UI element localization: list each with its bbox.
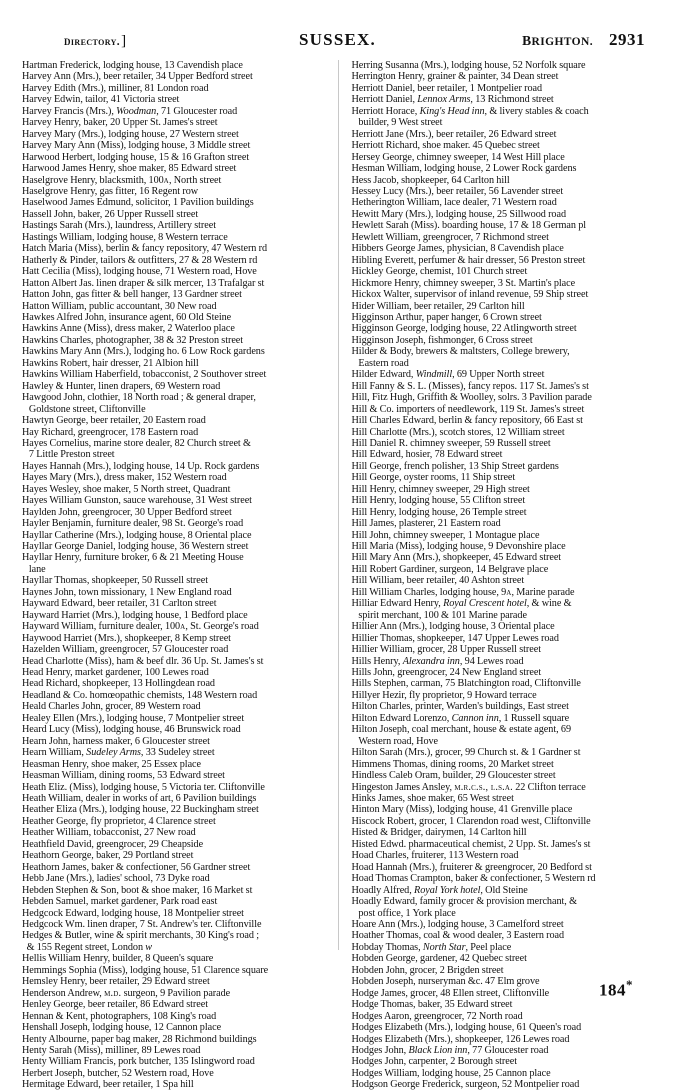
directory-entry: Herbert Joseph, butcher, 52 Western road, Hove: [22, 1067, 214, 1079]
directory-entry: Hoare Ann (Mrs.), lodging house, 3 Camelford street: [351, 918, 564, 930]
directory-entry: Hastings William, lodging house, 8 Western terrace: [22, 231, 228, 243]
directory-entry: Hobden John, grocer, 2 Brigden street: [351, 964, 504, 976]
directory-entry: Hodge Thomas, baker, 35 Edward street: [351, 999, 513, 1011]
directory-entry: Hewitt Mary (Mrs.), lodging house, 25 Sillwood road: [351, 208, 566, 220]
directory-entry: Hayler Benjamin, furniture dealer, 98 St. George's road: [22, 518, 244, 530]
directory-entry: Heasman Henry, shoe maker, 25 Essex place: [22, 758, 201, 770]
directory-entry: Herriott Horace, King's Head inn, & livery stables & coach builder, 9 West street: [351, 105, 589, 129]
directory-entry: Hider William, beer retailer, 29 Carlton hill: [351, 300, 525, 312]
directory-entry: Hilton Sarah (Mrs.), grocer, 99 Church st. & 1 Gardner st: [351, 747, 581, 759]
directory-entry: Hayllar Henry, furniture broker, 6 & 21 Meeting House lane: [22, 552, 244, 575]
directory-entry: Herriott Richard, shoe maker. 45 Quebec street: [351, 140, 540, 152]
directory-entry: Hawtyn George, beer retailer, 20 Eastern road: [22, 415, 206, 427]
directory-entry: Hayes William Gunston, sauce warehouse, 31 West street: [22, 495, 252, 507]
directory-entry: Hodges John, carpenter, 2 Borough street: [351, 1056, 517, 1068]
directory-entry: Heather George, fly proprietor, 4 Clarence street: [22, 815, 216, 827]
directory-entry: Hickmore Henry, chimney sweeper, 3 St. Martin's place: [351, 277, 576, 289]
directory-entry: Hodgson George Frederick, surgeon, 52 Montpelier road: [351, 1079, 580, 1091]
directory-entry: Hickley George, chemist, 101 Church street: [351, 266, 528, 278]
directory-entry: Harwood Herbert, lodging house, 15 & 16 Grafton street: [22, 151, 250, 163]
directory-entry: Henshall Joseph, lodging house, 12 Cannon place: [22, 1022, 222, 1034]
sheet-signature-number: 184: [599, 981, 626, 1000]
directory-entry: Heathorn George, baker, 29 Portland street: [22, 850, 194, 862]
directory-entry: Hatton Albert Jas. linen draper & silk mercer, 13 Trafalgar st: [22, 277, 265, 289]
directory-entry: Hill George, oyster rooms, 11 Ship street: [351, 472, 516, 484]
directory-entry: Hawgood John, clothier, 18 North road ; & general draper, Goldstone street, Cliftonville: [22, 392, 256, 415]
directory-entry: Hassell John, baker, 26 Upper Russell street: [22, 208, 199, 220]
directory-entry: Hilton Charles, printer, Warden's buildings, East street: [351, 701, 569, 713]
directory-entry: Henty William Francis, pork butcher, 135 Islingword road: [22, 1056, 255, 1068]
directory-entry: Hinks James, shoe maker, 65 West street: [351, 793, 514, 804]
directory-entry: Hobden George, gardener, 42 Quebec street: [351, 953, 527, 965]
directory-entry: Hebb Jane (Mrs.), ladies' school, 73 Dyke road: [22, 873, 210, 885]
column-left: [22, 60, 338, 1091]
directory-entry: Hill Fanny & S. L. (Misses), fancy repos. 117 St. James's st: [351, 380, 589, 392]
directory-entry: Healey Ellen (Mrs.), lodging house, 7 Montpelier street: [22, 712, 245, 724]
directory-entry: Harvey Edith (Mrs.), milliner, 81 London road: [22, 82, 209, 94]
directory-entry: Hartman Frederick, lodging house, 13 Cavendish place: [22, 60, 243, 71]
directory-entry: Hawkins Anne (Miss), dress maker, 2 Waterloo place: [22, 323, 235, 335]
directory-entry: Hillyer Hezir, fly proprietor, 9 Howard terrace: [351, 689, 537, 701]
directory-entry: Hill Edward, hosier, 78 Edward street: [351, 449, 503, 461]
directory-entry: Hillier Ann (Mrs.), lodging house, 3 Oriental place: [351, 621, 555, 633]
directory-entry: Hawkes Alfred John, insurance agent, 60 Old Steine: [22, 311, 232, 323]
directory-entry: Harvey Ann (Mrs.), beer retailer, 34 Upper Bedford street: [22, 71, 253, 83]
directory-entry: Hoad Charles, fruiterer, 113 Western road: [351, 850, 519, 862]
directory-entry: Hoadly Alfred, Royal York hotel, Old Steine: [351, 884, 528, 896]
directory-entry: Heard Lucy (Miss), lodging house, 46 Brunswick road: [22, 724, 241, 736]
directory-entry: Hatton John, gas fitter & bell hanger, 13 Gardner street: [22, 289, 242, 301]
directory-entry: Hatton William, public accountant, 30 New road: [22, 300, 217, 312]
sheet-signature-mark: *: [626, 977, 633, 993]
directory-entry: Hillier Thomas, shopkeeper, 147 Upper Lewes road: [351, 632, 559, 644]
directory-entry: Heasman William, dining rooms, 53 Edward street: [22, 770, 225, 782]
directory-entry: Hill Maria (Miss), lodging house, 9 Devonshire place: [351, 541, 566, 553]
running-head-left: directory.]: [64, 33, 127, 49]
directory-entry: Hill & Co. importers of needlework, 119 St. James's street: [351, 403, 585, 415]
directory-entry: Hedges & Butler, wine & spirit merchants, 30 King's road ; & 155 Regent street, London w: [22, 930, 260, 953]
directory-entry: Hobden Joseph, nurseryman &c. 47 Elm grove: [351, 976, 540, 988]
directory-entry: Hearn William, Sudeley Arms, 33 Sudeley street: [22, 747, 215, 759]
directory-entry: Hingeston James Ansley, m.r.c.s., l.s.a. 22 Clifton terrace: [351, 781, 586, 793]
directory-entry: Hayes Hannah (Mrs.), lodging house, 14 Up. Rock gardens: [22, 460, 260, 472]
directory-entry: Hay Richard, greengrocer, 178 Eastern road: [22, 426, 199, 438]
directory-entry: Hoad Thomas Crampton, baker & confectioner, 5 Western rd: [351, 873, 596, 885]
directory-entry: Hillier William, grocer, 28 Upper Russell street: [351, 644, 541, 656]
directory-entry: Haywood Harriet (Mrs.), shopkeeper, 8 Kemp street: [22, 632, 231, 644]
directory-entry: Higginson Arthur, paper hanger, 6 Crown street: [351, 311, 542, 323]
directory-entry: Hoad Hannah (Mrs.), fruiterer & greengrocer, 20 Bedford st: [351, 861, 592, 873]
directory-entry: Hetherington William, lace dealer, 71 Western road: [351, 197, 557, 209]
directory-entry: Hedgcock Edward, lodging house, 18 Montpelier street: [22, 907, 244, 919]
directory-entry: Haylden John, greengrocer, 30 Upper Bedford street: [22, 506, 232, 518]
directory-entry: Hilder & Body, brewers & maltsters, College brewery, Eastern road: [351, 346, 570, 369]
directory-entry: Hilliar Edward Henry, Royal Crescent hotel, & wine & spirit merchant, 100 & 101 Marine parade: [351, 598, 572, 621]
directory-entry: Hill Henry, chimney sweeper, 29 High street: [351, 483, 530, 495]
directory-entry: Hessey Lucy (Mrs.), beer retailer, 56 Lavender street: [351, 185, 564, 197]
directory-entry: Histed Edwd. pharmaceutical chemist, 2 Upp. St. James's st: [351, 838, 591, 850]
directory-entry: Hindless Caleb Oram, builder, 29 Gloucester street: [351, 770, 556, 782]
directory-entry: Head Richard, shopkeeper, 13 Hollingdean road: [22, 678, 215, 690]
directory-entry: Hilder Edward, Windmill, 69 Upper North street: [351, 369, 545, 381]
directory-entry: Hill, Fitz Hugh, Griffith & Woolley, solrs. 3 Pavilion parade: [351, 392, 592, 404]
directory-entry: Hennan & Kent, photographers, 108 King's road: [22, 1010, 217, 1022]
directory-entry: Henty Sarah (Miss), milliner, 89 Lewes road: [22, 1044, 201, 1056]
directory-entry: Hiscock Robert, grocer, 1 Clarendon road west, Cliftonville: [351, 815, 591, 827]
directory-entry: Haselgrove Henry, gas fitter, 16 Regent row: [22, 185, 199, 197]
directory-entry: Herriott Daniel, Lennox Arms, 13 Richmond street: [351, 94, 554, 106]
directory-entry: Haselgrove Henry, blacksmith, 100a, North street: [22, 174, 222, 186]
directory-entry: Hewlett Sarah (Miss). boarding house, 17 & 18 German pl: [351, 220, 587, 232]
directory-entry: Histed & Bridger, dairymen, 14 Carlton hill: [351, 827, 527, 839]
directory-entry: Hodges William, lodging house, 25 Cannon place: [351, 1067, 551, 1079]
directory-entry: Hatherly & Pinder, tailors & outfitters, 27 & 28 Western rd: [22, 254, 258, 266]
directory-entry: Heather William, tobacconist, 27 New road: [22, 827, 196, 839]
directory-entry: Hatt Cecilia (Miss), lodging house, 71 Western road, Hove: [22, 266, 257, 278]
directory-entry: Harvey Henry, baker, 20 Upper St. James's street: [22, 117, 218, 129]
directory-entry: Hill Charlotte (Mrs.), scotch stores, 12 William street: [351, 426, 565, 438]
directory-entry: Hebden Stephen & Son, boot & shoe maker, 16 Market st: [22, 884, 253, 896]
directory-entry: Harwood James Henry, shoe maker, 85 Edward street: [22, 163, 237, 175]
directory-entry: Hill Robert Gardiner, surgeon, 14 Belgrave place: [351, 563, 549, 575]
directory-entry: Henley George, beer retailer, 86 Edward street: [22, 999, 208, 1011]
directory-entry: Higginson Joseph, fishmonger, 6 Cross street: [351, 334, 533, 346]
directory-entry: Hayllar Catherine (Mrs.), lodging house, 8 Oriental place: [22, 529, 252, 541]
directory-entry: Hills Stephen, carman, 75 Blatchington road, Cliftonville: [351, 678, 581, 690]
running-head-place: BRIGHTON.: [522, 33, 593, 48]
directory-entry: Hearn John, harness maker, 6 Gloucester street: [22, 735, 210, 747]
directory-entry: Hayes Wesley, shoe maker, 5 North street, Quadrant: [22, 483, 231, 495]
directory-entry: Hayllar Thomas, shopkeeper, 50 Russell street: [22, 575, 208, 587]
directory-entry: Hill George, french polisher, 13 Ship Street gardens: [351, 460, 559, 472]
sheet-signature: [599, 977, 633, 1001]
directory-entry: Heath Eliz. (Miss), lodging house, 5 Victoria ter. Cliftonville: [22, 781, 265, 793]
directory-entry: Henty Albourne, paper bag maker, 28 Richmond buildings: [22, 1033, 257, 1045]
directory-entry: Hayward Edward, beer retailer, 31 Carlton street: [22, 598, 217, 610]
directory-entry: Hilton Joseph, coal merchant, house & estate agent, 69 Western road, Hove: [351, 724, 571, 747]
directory-entry: Herriott Jane (Mrs.), beer retailer, 26 Edward street: [351, 128, 557, 140]
directory-entry: Heather Eliza (Mrs.), lodging house, 22 Buckingham street: [22, 804, 259, 816]
directory-entry: Hodges Elizabeth (Mrs.), shopkeeper, 126 Lewes road: [351, 1033, 570, 1045]
directory-entry: Harvey Francis (Mrs.), Woodman, 71 Gloucester road: [22, 105, 238, 117]
directory-entry: Head Henry, market gardener, 100 Lewes road: [22, 667, 209, 679]
page-number: 2931: [609, 30, 645, 49]
directory-entry: Hawkins Robert, hair dresser, 21 Albion hill: [22, 357, 199, 369]
directory-entry: Harvey Mary (Mrs.), lodging house, 27 Western street: [22, 128, 239, 140]
directory-entry: Hawkins Mary Ann (Mrs.), lodging ho. 6 Low Rock gardens: [22, 346, 265, 358]
entry-list-right: [352, 60, 654, 1091]
directory-entry: Herring Susanna (Mrs.), lodging house, 52 Norfolk square: [351, 60, 586, 71]
directory-entry: Haselwood James Edmund, solicitor, 1 Pavilion buildings: [22, 197, 254, 209]
directory-entry: Hoadly Edward, family grocer & provision merchant, & post office, 1 York place: [351, 896, 577, 919]
directory-entry: Hewlett William, greengrocer, 7 Richmond street: [351, 231, 549, 243]
directory-entry: Hills Henry, Alexandra inn, 94 Lewes road: [351, 655, 524, 667]
directory-entry: Harvey Edwin, tailor, 41 Victoria street: [22, 94, 180, 106]
directory-entry: Hobday Thomas, North Star, Peel place: [351, 941, 512, 953]
directory-entry: Hemmings Sophia (Miss), lodging house, 51 Clarence square: [22, 964, 269, 976]
directory-entry: Hayllar George Daniel, lodging house, 36 Western street: [22, 541, 249, 553]
directory-entry: Hayes Mary (Mrs.), dress maker, 152 Western road: [22, 472, 227, 484]
directory-entry: Hersey George, chimney sweeper, 14 West Hill place: [351, 151, 565, 163]
directory-entry: Hellis William Henry, builder, 8 Queen's square: [22, 953, 214, 965]
directory-entry: Haynes John, town missionary, 1 New England road: [22, 586, 232, 598]
directory-entry: Hastings Sarah (Mrs.), laundress, Artillery street: [22, 220, 216, 232]
directory-entry: Hodge James, grocer, 48 Ellen street, Cliftonville: [351, 987, 550, 999]
directory-entry: Hess Jacob, shopkeeper, 64 Carlton hill: [351, 174, 510, 186]
directory-entry: Hill Daniel R. chimney sweeper, 59 Russell street: [351, 437, 551, 449]
directory-entry: Heath William, dealer in works of art, 6 Pavilion buildings: [22, 793, 257, 804]
directory-entry: Higginson George, lodging house, 22 Atlingworth street: [351, 323, 577, 335]
directory-entry: Headland & Co. homœopathic chemists, 148 Western road: [22, 689, 258, 701]
directory-entry: Hill John, chimney sweeper, 1 Montague place: [351, 529, 540, 541]
directory-entry: Hill Henry, lodging house, 26 Temple street: [351, 506, 527, 518]
directory-entry: Hawkins William Haberfield, tobacconist, 2 Southover street: [22, 369, 267, 381]
directory-entry: Hill William, beer retailer, 40 Ashton street: [351, 575, 525, 587]
directory-entry: Hickox Walter, supervisor of inland revenue, 59 Ship street: [351, 289, 589, 301]
directory-entry: Hermitage Edward, beer retailer, 1 Spa hill: [22, 1079, 194, 1091]
directory-entry: Hayward Harriet (Mrs.), lodging house, 1 Bedford place: [22, 609, 248, 621]
directory-entry: Hodges Aaron, greengrocer, 72 North road: [351, 1010, 523, 1022]
directory-entry: Hodges John, Black Lion inn, 77 Gloucester road: [351, 1044, 549, 1056]
directory-entry: Hazelden William, greengrocer, 57 Gloucester road: [22, 644, 229, 656]
directory-entry: Henderson Andrew, m.d. surgeon, 9 Pavilion parade: [22, 987, 231, 999]
entry-list-left: [22, 60, 328, 1091]
directory-entry: Harvey Mary Ann (Miss), lodging house, 3 Middle street: [22, 140, 251, 152]
directory-entry: Hedgcock Wm. linen draper, 7 St. Andrew's ter. Cliftonville: [22, 918, 262, 930]
directory-entry: Hills John, greengrocer, 24 New England street: [351, 667, 542, 679]
directory-entry: Hibling Everett, perfumer & hair dresser, 56 Preston street: [351, 254, 586, 266]
directory-entry: Hawley & Hunter, linen drapers, 69 Western road: [22, 380, 221, 392]
directory-entry: Hill Mary Ann (Mrs.), shopkeeper, 45 Edward street: [351, 552, 562, 564]
directory-entry: Heald Charles John, grocer, 89 Western road: [22, 701, 201, 713]
directory-entry: Hebden Samuel, market gardener, Park road east: [22, 896, 218, 908]
directory-entry: Heathorn James, baker & confectioner, 56 Gardner street: [22, 861, 251, 873]
directory-entry: Himmens Thomas, dining rooms, 20 Market street: [351, 758, 554, 770]
directory-entry: Head Charlotte (Miss), ham & beef dlr. 36 Up. St. James's st: [22, 655, 264, 667]
directory-entry: Hoather Thomas, coal & wood dealer, 3 Eastern road: [351, 930, 565, 942]
directory-entry: Hesman William, lodging house, 2 Lower Rock gardens: [351, 163, 577, 175]
directory-entry: Hodges Elizabeth (Mrs.), lodging house, 61 Queen's road: [351, 1022, 582, 1034]
directory-entry: Hibbers George James, physician, 8 Cavendish place: [351, 243, 564, 255]
directory-entry: Heathfield David, greengrocer, 29 Cheapside: [22, 838, 204, 850]
directory-entry: Hilton Edward Lorenzo, Cannon inn, 1 Russell square: [351, 712, 570, 724]
running-head: [22, 30, 653, 52]
directory-entry: Hatch Maria (Miss), berlin & fancy repository, 47 Western rd: [22, 243, 268, 255]
directory-entry: Herrington Henry, grainer & painter, 34 Dean street: [351, 71, 559, 83]
directory-entry: Hill Charles Edward, berlin & fancy repository, 66 East st: [351, 415, 583, 427]
directory-entry: Herriott Daniel, beer retailer, 1 Montpelier road: [351, 82, 543, 94]
running-head-county: SUSSEX.: [299, 30, 376, 49]
directory-entry: Hayes Cornelius, marine store dealer, 82 Church street & 7 Little Preston street: [22, 437, 251, 461]
running-head-bracket: ]: [121, 33, 127, 49]
directory-entry: Hemsley Henry, beer retailer, 29 Edward street: [22, 976, 210, 988]
directory-entry: Hayward William, furniture dealer, 100a, St. George's road: [22, 621, 259, 633]
directory-entry: Hill James, plasterer, 21 Eastern road: [351, 518, 501, 530]
directory-entry: Hawkins Charles, photographer, 38 & 32 Preston street: [22, 334, 244, 346]
directory-entry: Hill William Charles, lodging house, 9a, Marine parade: [351, 586, 575, 598]
directory-entry: Hinton Mary (Miss), lodging house, 41 Grenville place: [351, 804, 573, 816]
directory-entry: Hill Henry, lodging house, 55 Clifton street: [351, 495, 526, 507]
